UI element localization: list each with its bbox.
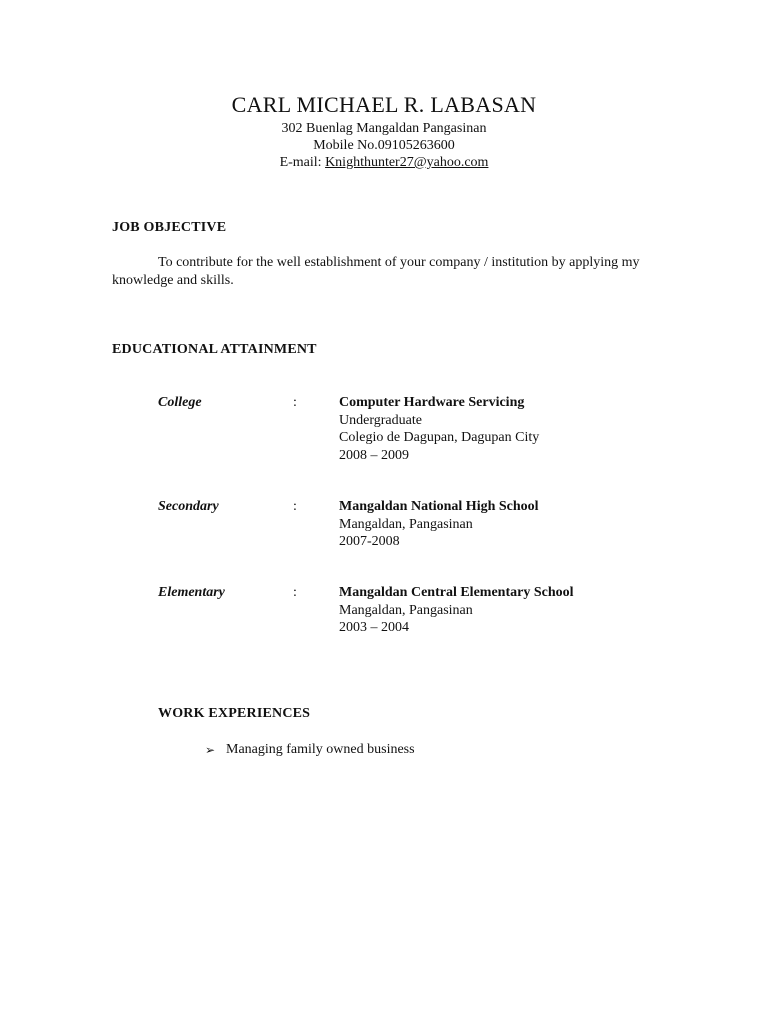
education-separator: :: [293, 585, 297, 600]
education-level: Secondary: [158, 499, 219, 514]
email-label: E-mail:: [279, 155, 326, 170]
mobile-line: Mobile No.09105263600: [313, 138, 455, 153]
education-school: Mangaldan National High School: [339, 499, 539, 514]
education-level: College: [158, 395, 202, 410]
education-separator: :: [293, 499, 297, 514]
education-heading: EDUCATIONAL ATTAINMENT: [112, 342, 317, 357]
education-detail-line: Mangaldan, Pangasinan: [339, 602, 473, 618]
education-detail-line: Colegio de Dagupan, Dagupan City: [339, 430, 540, 445]
education-detail-line: 2003 – 2004: [339, 620, 409, 635]
education-level: Elementary: [158, 585, 225, 600]
job-objective-text: To contribute for the well establishment of your company / institution by applying my knowledge and skills.: [112, 255, 640, 288]
resume-header: [0, 90, 768, 171]
address-line: 302 Buenlag Mangaldan Pangasinan: [281, 121, 487, 136]
education-detail-line: Undergraduate: [339, 412, 422, 428]
work-experiences-heading: WORK EXPERIENCES: [158, 706, 311, 721]
education-details: [339, 498, 539, 551]
education-school: Mangaldan Central Elementary School: [339, 585, 574, 600]
email-link[interactable]: Knighthunter27@yahoo.com: [325, 155, 489, 170]
education-details: [339, 394, 539, 464]
list-item: [205, 741, 415, 759]
education-detail-line: Mangaldan, Pangasinan: [339, 516, 473, 532]
job-objective-heading: JOB OBJECTIVE: [112, 220, 227, 235]
education-detail-line: 2007-2008: [339, 534, 400, 549]
arrowhead-bullet-icon: ➢: [205, 743, 216, 757]
email-line: [0, 154, 768, 171]
work-experience-text: Managing family owned business: [226, 742, 415, 757]
work-experience-list: [205, 741, 415, 759]
education-details: [339, 584, 574, 637]
candidate-name: CARL MICHAEL R. LABASAN: [231, 92, 537, 117]
education-detail-line: 2008 – 2009: [339, 447, 409, 463]
education-separator: :: [293, 395, 297, 410]
education-school: Computer Hardware Servicing: [339, 395, 525, 410]
